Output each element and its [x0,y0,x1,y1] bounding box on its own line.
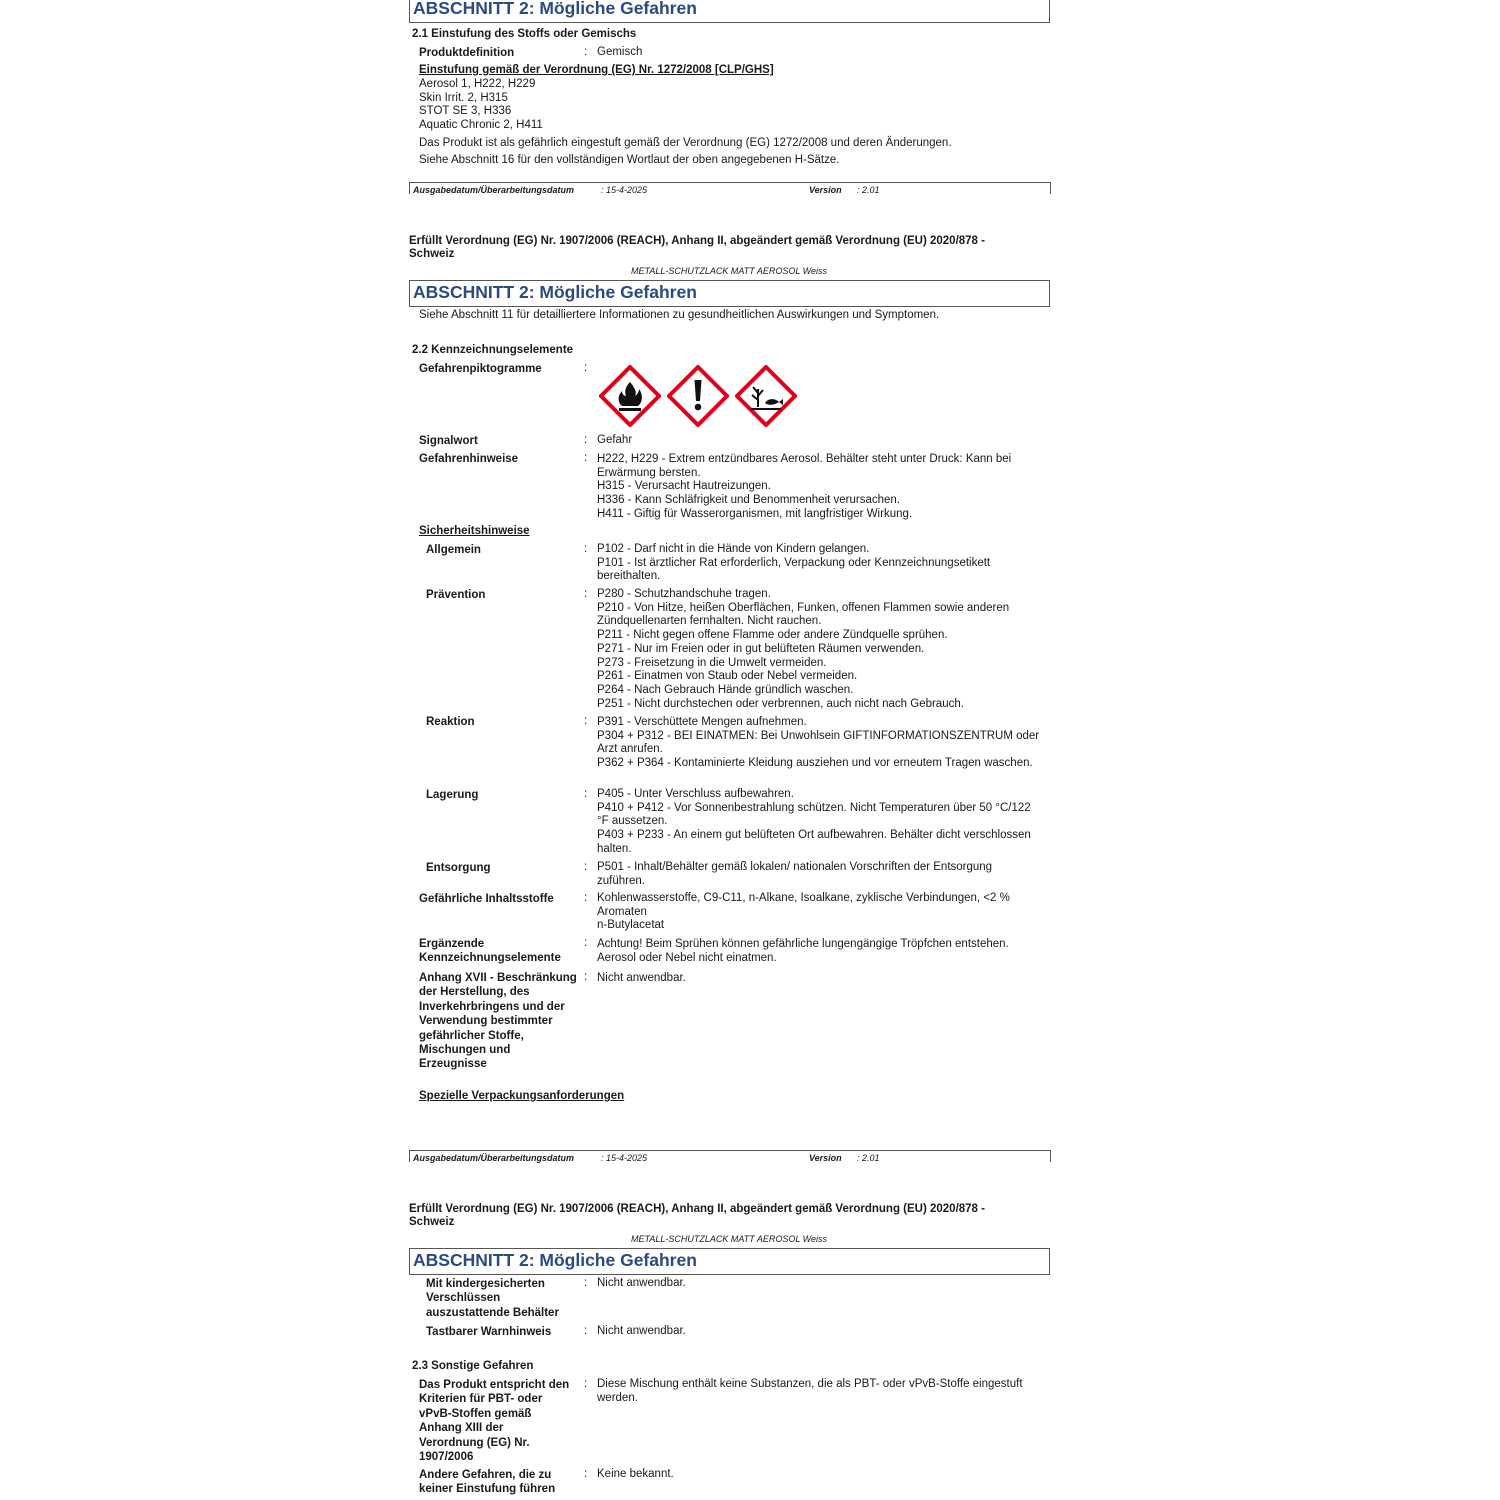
regulation-line: Erfüllt Verordnung (EG) Nr. 1907/2006 (REACH), Anhang II, abgeändert gemäß Verordnung (EU) 2020/878 - [409,235,985,247]
andere-gefahren-value: Keine bekannt. [597,1468,674,1480]
colon: : [584,452,588,464]
allgemein-label: Allgemein [426,544,481,556]
section-title: ABSCHNITT 2: Mögliche Gefahren [413,282,697,302]
hazard-statements [597,453,1042,522]
reaktion-label: Reaktion [426,716,475,728]
regulation-line: Schweiz [409,248,455,260]
colon: : [584,1378,588,1390]
colon: : [584,861,588,873]
page-footer [409,1150,1051,1162]
andere-gefahren-label: Andere Gefahren, die zu keiner Einstufung führen [419,1469,556,1496]
hazard-statement: H315 - Verursacht Hautreizungen. [597,480,771,493]
hazardous-ingredients [597,892,1042,933]
page-footer [409,182,1051,194]
flame-pictogram-icon [599,365,661,427]
hazard-statement: H411 - Giftig für Wasserorganismen, mit langfristiger Wirkung. [597,507,913,520]
colon: : [584,788,588,800]
colon: : [584,588,588,600]
colon: : [584,46,588,58]
praevention-label: Prävention [426,589,486,601]
precaution-response [597,716,1042,771]
lagerung-label: Lagerung [426,789,479,801]
environment-pictogram-icon [735,365,797,427]
gefahrenhinweise-label: Gefahrenhinweise [419,453,519,465]
colon: : [584,1468,588,1480]
tastbar-value: Nicht anwendbar. [597,1325,686,1337]
ergaenzend-label: Ergänzende Kennzeichnungselemente [419,938,561,965]
footer-date-value: : 15-4-2025 [601,1153,648,1163]
inhaltsstoffe-label: Gefährliche Inhaltsstoffe [419,893,554,905]
einstufung-heading: Einstufung gemäß der Verordnung (EG) Nr. 1272/2008 [CLP/GHS] [419,64,774,76]
ingredient: n-Butylacetat [597,919,665,932]
precaution-statement: P405 - Unter Verschluss aufbewahren. [597,788,794,800]
regulation-line: Erfüllt Verordnung (EG) Nr. 1907/2006 (REACH), Anhang II, abgeändert gemäß Verordnung (EU) 2020/878 - [409,1203,985,1215]
classification-item: STOT SE 3, H336 [419,105,512,118]
regulation-header [409,1203,1049,1229]
signalwort-label: Signalwort [419,435,478,447]
section-title: ABSCHNITT 2: Mögliche Gefahren [413,0,697,18]
signalwort-value: Gefahr [597,434,633,446]
precaution-statement: P271 - Nur im Freien oder in gut belüfteten Räumen verwenden. [597,642,925,655]
kindergesichert-value: Nicht anwendbar. [597,1277,686,1289]
footer-date-label: Ausgabedatum/Überarbeitungsdatum [413,185,575,195]
exclamation-pictogram-icon [667,365,729,427]
tastbar-label: Tastbarer Warnhinweis [426,1326,552,1338]
produktdefinition-label: Produktdefinition [419,47,515,59]
precaution-statement: P280 - Schutzhandschuhe tragen. [597,588,771,600]
regulation-line: Schweiz [409,1216,455,1228]
regulation-header [409,235,1049,261]
section-header-box [409,0,1050,23]
precaution-statement: P264 - Nach Gebrauch Hände gründlich waschen. [597,683,854,696]
precaution-statement: P251 - Nicht durchstechen oder verbrennen, auch nicht nach Gebrauch. [597,697,964,710]
footer-version-label: Version [809,185,842,195]
verpackung-heading: Spezielle Verpackungsanforderungen [419,1090,625,1102]
hazard-statement: H336 - Kann Schläfrigkeit und Benommenheit verursachen. [597,494,901,507]
precaution-statement: P261 - Einatmen von Staub oder Nebel vermeiden. [597,670,858,683]
product-name: METALL-SCHUTZLACK MATT AEROSOL Weiss [630,266,828,276]
section-header-box [409,280,1050,307]
kindergesichert-label: Mit kindergesicherten Verschlüssen auszustattende Behälter [426,1278,559,1319]
see-section-11-note: Siehe Abschnitt 11 für detailliertere Informationen zu gesundheitlichen Auswirkungen und Symptomen. [419,309,940,321]
ingredient: Kohlenwasserstoffe, C9-C11, n-Alkane, Isoalkane, zyklische Verbindungen, <2 % Aromaten [597,892,1010,918]
colon: : [584,937,588,949]
precaution-statement: P211 - Nicht gegen offene Flamme oder andere Zündquelle sprühen. [597,629,948,642]
colon: : [584,971,588,983]
footer-version-value: : 2.01 [857,185,880,195]
precaution-statement: P391 - Verschüttete Mengen aufnehmen. [597,716,807,728]
h-phrases-note: Siehe Abschnitt 16 für den vollständigen Wortlaut der oben angegebenen H-Sätze. [419,154,840,166]
classification-item: Aerosol 1, H222, H229 [419,78,536,90]
footer-date-label: Ausgabedatum/Überarbeitungsdatum [413,1153,575,1163]
precaution-statement: P362 + P364 - Kontaminierte Kleidung ausziehen und vor erneutem Tragen waschen. [597,757,1033,770]
precaution-prevention [597,588,1042,711]
precaution-general [597,543,1042,584]
footer-date-value: : 15-4-2025 [601,185,648,195]
colon: : [584,543,588,555]
produktdefinition-value: Gemisch [597,46,643,58]
classification-item: Skin Irrit. 2, H315 [419,91,508,104]
pbt-value: Diese Mischung enthält keine Substanzen, die als PBT- oder vPvB-Stoffe eingestuft werden. [597,1378,1023,1404]
colon: : [584,892,588,904]
subsection-2-2: 2.2 Kennzeichnungselemente [412,344,574,356]
pictograms-label: Gefahrenpiktogramme [419,363,542,375]
colon: : [584,1325,588,1337]
precaution-statement: P403 + P233 - An einem gut belüfteten Ort aufbewahren. Behälter dicht verschlossen halten. [597,829,1031,855]
colon: : [584,434,588,446]
precaution-statement: P410 + P412 - Vor Sonnenbestrahlung schützen. Nicht Temperaturen über 50 °C/122 °F aussetzen. [597,801,1031,828]
sicherheitshinweise-heading: Sicherheitshinweise [419,525,530,537]
precaution-statement: P101 - Ist ärztlicher Rat erforderlich, Verpackung oder Kennzeichnungsetikett bereithalten. [597,556,991,583]
classification-list [419,78,543,133]
colon: : [584,362,588,374]
ergaenzend-value: Achtung! Beim Sprühen können gefährliche lungengängige Tröpfchen entstehen. Aerosol oder Nebel nicht einatmen. [597,938,1009,964]
subsection-2-1: 2.1 Einstufung des Stoffs oder Gemischs [412,28,637,40]
colon: : [584,1277,588,1289]
footer-version-label: Version [809,1153,842,1163]
entsorgung-label: Entsorgung [426,862,491,874]
product-name: METALL-SCHUTZLACK MATT AEROSOL Weiss [630,1234,828,1244]
pbt-label: Das Produkt entspricht den Kriterien für PBT- oder vPvB-Stoffen gemäß Anhang XIII der Verordnung (EG) Nr. 1907/2006 [419,1379,570,1464]
anhang-xvii-value: Nicht anwendbar. [597,972,686,984]
precaution-statement: P210 - Von Hitze, heißen Oberflächen, Funken, offenen Flammen sowie anderen Zündquellenarten fernhalten. Nicht rauchen. [597,601,1010,628]
subsection-2-3: 2.3 Sonstige Gefahren [412,1360,534,1372]
precaution-disposal [597,861,1042,888]
precaution-statement: P501 - Inhalt/Behälter gemäß lokalen/ nationalen Vorschriften der Entsorgung zuführen. [597,861,993,887]
colon: : [584,715,588,727]
classification-note: Das Produkt ist als gefährlich eingestuft gemäß der Verordnung (EG) 1272/2008 und deren Änderungen. [419,137,952,149]
precaution-statement: P273 - Freisetzung in die Umwelt vermeiden. [597,656,827,669]
anhang-xvii-label: Anhang XVII - Beschränkung der Herstellung, des Inverkehrbringens und der Verwendung bestimmter gefährlicher Stoffe, Mischungen und Erzeugnisse [419,972,577,1071]
classification-item: Aquatic Chronic 2, H411 [419,119,543,132]
footer-version-value: : 2.01 [857,1153,880,1163]
precaution-statement: P304 + P312 - BEI EINATMEN: Bei Unwohlsein GIFTINFORMATIONSZENTRUM oder Arzt anrufen. [597,729,1040,756]
hazard-statement: H222, H229 - Extrem entzündbares Aerosol. Behälter steht unter Druck: Kann bei Erwärmung bersten. [597,453,1012,479]
precaution-storage [597,788,1042,857]
section-header-box [409,1248,1050,1275]
precaution-statement: P102 - Darf nicht in die Hände von Kindern gelangen. [597,543,870,555]
section-title: ABSCHNITT 2: Mögliche Gefahren [413,1250,697,1270]
